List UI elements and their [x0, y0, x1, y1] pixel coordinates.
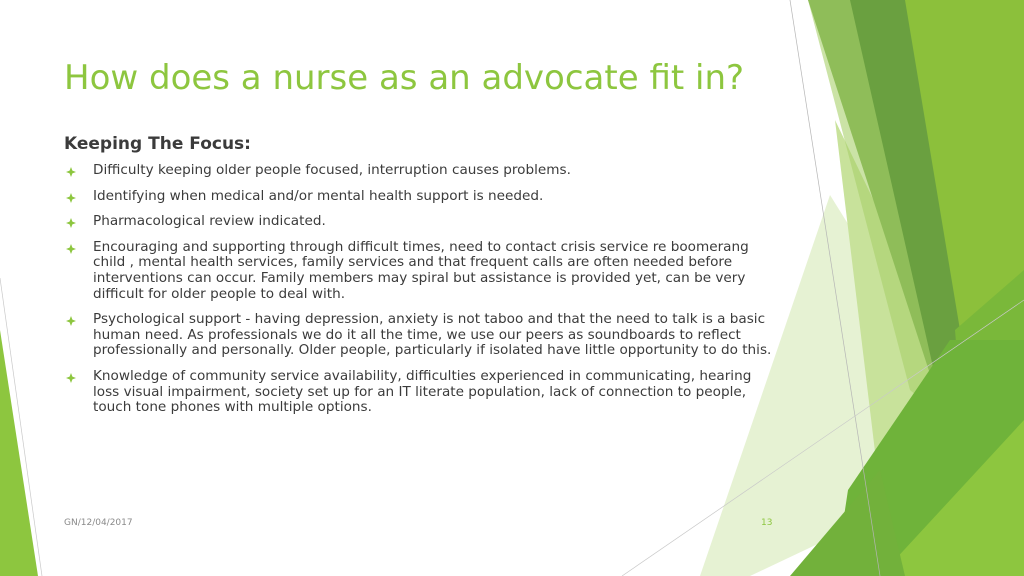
bullet-text: Difficulty keeping older people focused, interruption causes problems. [93, 162, 571, 178]
four-petal-diamond-icon [66, 316, 76, 326]
four-petal-diamond-icon [66, 167, 76, 177]
bullet-item [64, 189, 779, 205]
slide-title: How does a nurse as an advocate fit in? [64, 58, 745, 98]
four-petal-diamond-icon [66, 193, 76, 203]
page-number: 13 [761, 518, 773, 528]
bullet-item [64, 214, 779, 230]
bullet-text: Identifying when medical and/or mental health support is needed. [93, 187, 544, 204]
bullet-item [64, 369, 779, 416]
bullet-item [64, 240, 779, 302]
four-petal-diamond-icon [66, 244, 76, 254]
bullet-text: Pharmacological review indicated. [93, 213, 326, 230]
bullet-list [64, 163, 779, 426]
left-green-sliver [0, 330, 38, 576]
bullet-text: Knowledge of community service availability, difficulties experienced in communicating, hearing loss visual impairment, society set up for an IT literate population, lack of connection to people, touch tone phones with multiple options. [93, 367, 752, 416]
bullet-text: Encouraging and supporting through difficult times, need to contact crisis service re boomerang child , mental health services, family services and that frequent calls are often needed before interventions can occur. Family members may spiral but assistance is provided yet, can be very difficult for older people to deal with. [93, 238, 749, 302]
bullet-item [64, 163, 779, 179]
four-petal-diamond-icon [66, 218, 76, 228]
four-petal-diamond-icon [66, 373, 76, 383]
bullet-item [64, 312, 779, 359]
footer-date: GN/12/04/2017 [64, 518, 133, 528]
bullet-text: Psychological support - having depression, anxiety is not taboo and that the need to talk is a basic human need. As professionals we do it all the time, we use our peers as soundboards to reflect professionally and personally. Older people, particularly if isolated have little opportunity to do this. [93, 311, 772, 359]
section-subheading: Keeping The Focus: [64, 134, 251, 154]
